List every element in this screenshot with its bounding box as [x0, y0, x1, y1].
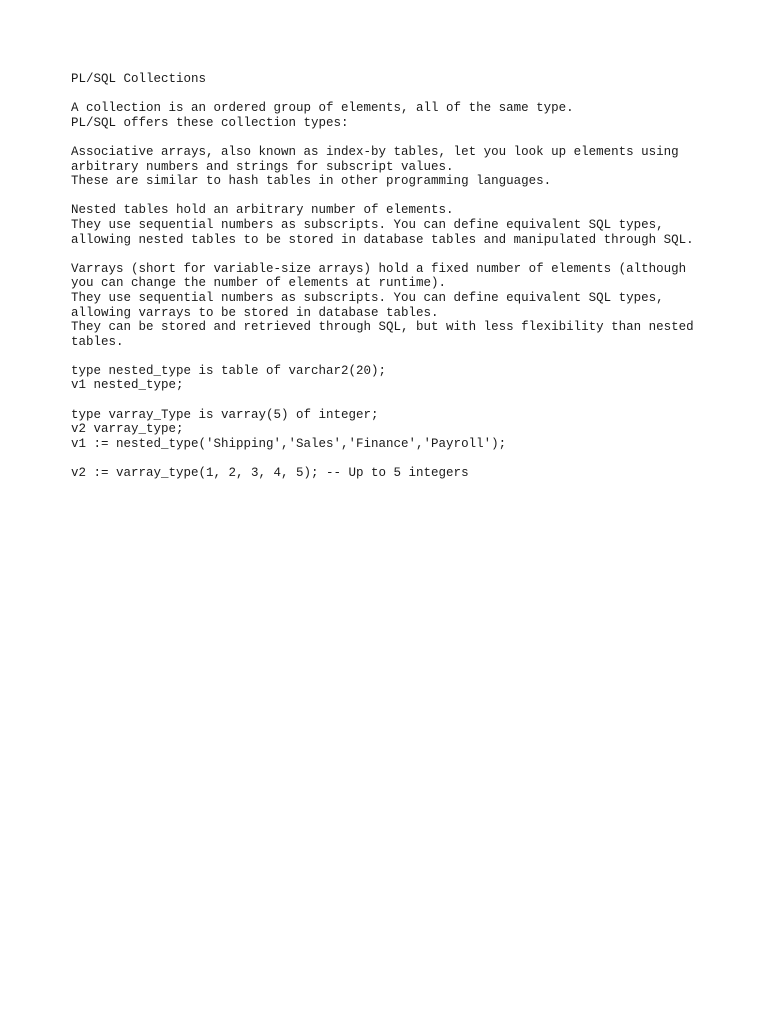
document-title-block [71, 72, 751, 87]
varrays-line: They can be stored and retrieved through SQL, but with less flexibility than nested [71, 320, 694, 335]
code-line: type nested_type is table of varchar2(20); [71, 363, 387, 378]
intro-line: PL/SQL offers these collection types: [71, 115, 349, 130]
varrays-line: tables. [71, 334, 124, 349]
document-title: PL/SQL Collections [71, 72, 207, 86]
varrays-line: you can change the number of elements at runtime). [71, 276, 447, 291]
varrays-paragraph [71, 262, 751, 350]
code-line: v2 varray_type; [71, 422, 184, 437]
nested-line: They use sequential numbers as subscripts. You can define equivalent SQL types, [71, 217, 664, 232]
code-varray-assign-block [71, 466, 751, 481]
code-nested-type-block [71, 364, 751, 393]
code-line: v1 nested_type; [71, 378, 184, 393]
code-line: v2 := varray_type(1, 2, 3, 4, 5); -- Up to 5 integers [71, 466, 469, 481]
code-varray-type-block [71, 408, 751, 452]
associative-line: These are similar to hash tables in other programming languages. [71, 174, 552, 189]
nested-line: allowing nested tables to be stored in database tables and manipulated through SQL. [71, 232, 694, 247]
associative-line: Associative arrays, also known as index-by tables, let you look up elements using [71, 144, 679, 159]
intro-paragraph [71, 101, 751, 130]
varrays-line: They use sequential numbers as subscripts. You can define equivalent SQL types, [71, 290, 664, 305]
varrays-line: allowing varrays to be stored in database tables. [71, 305, 439, 320]
code-line: type varray_Type is varray(5) of integer; [71, 407, 379, 422]
code-line: v1 := nested_type('Shipping','Sales','Finance','Payroll'); [71, 436, 507, 451]
associative-line: arbitrary numbers and strings for subscript values. [71, 159, 454, 174]
associative-arrays-paragraph [71, 145, 751, 189]
document-page [71, 72, 751, 495]
nested-tables-paragraph [71, 203, 751, 247]
nested-line: Nested tables hold an arbitrary number of elements. [71, 203, 454, 218]
intro-line: A collection is an ordered group of elements, all of the same type. [71, 101, 574, 116]
varrays-line: Varrays (short for variable-size arrays) hold a fixed number of elements (although [71, 261, 687, 276]
